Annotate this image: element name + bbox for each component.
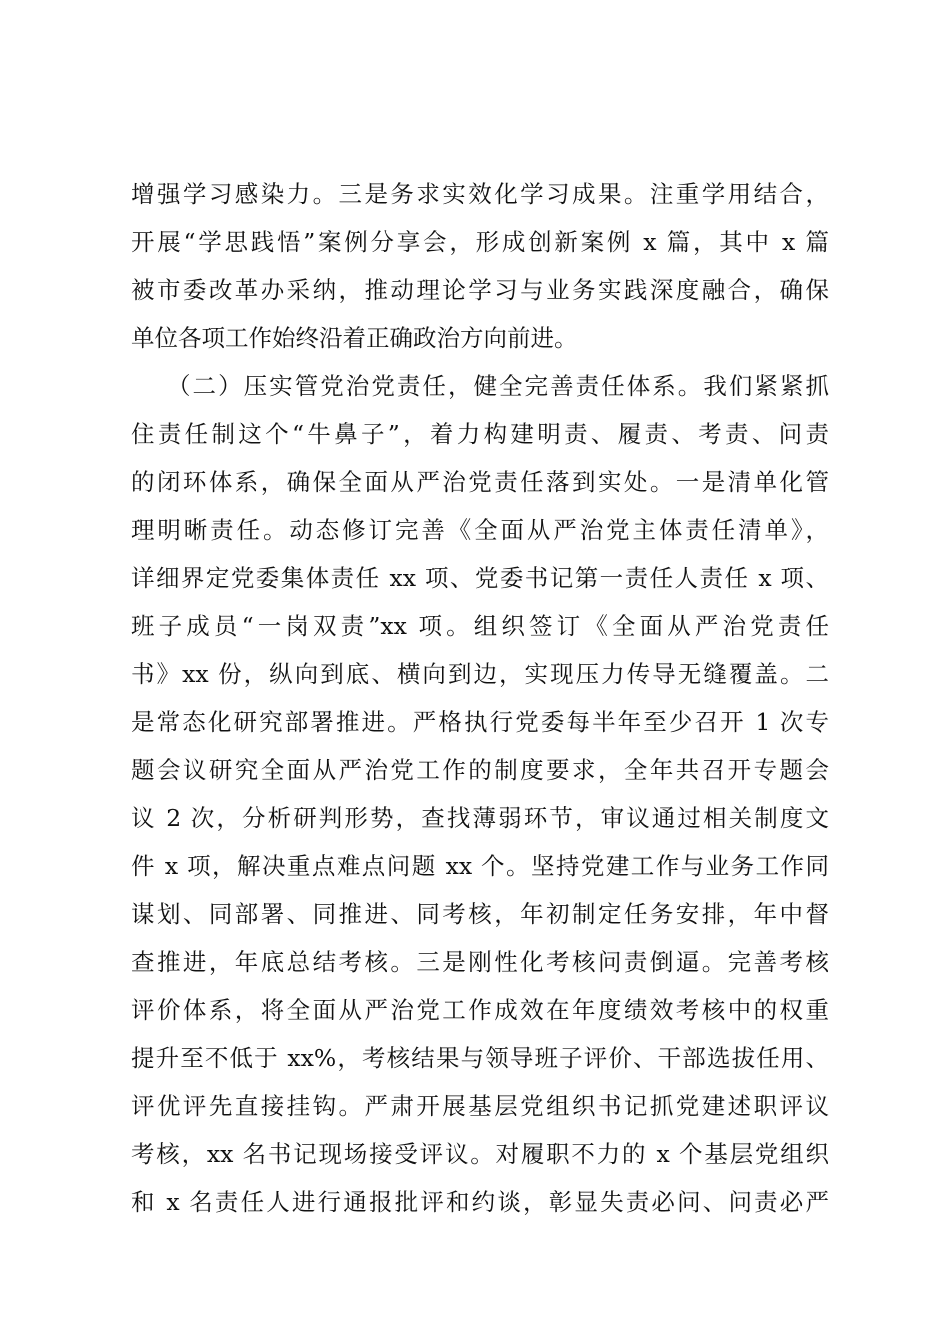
text-line: 被市委改革办采纳，推动理论学习与业务实践深度融合，确保 <box>131 276 829 304</box>
text-line: 详细界定党委集体责任 xx 项、党委书记第一责任人责任 x 项、 <box>131 564 829 592</box>
text-line: 增强学习感染力。三是务求实效化学习成果。注重学用结合， <box>131 180 829 208</box>
text-line: 和 x 名责任人进行通报批评和约谈，彰显失责必问、问责必严 <box>131 1188 829 1216</box>
text-line: 谋划、同部署、同推进、同考核，年初制定任务安排，年中督 <box>131 900 829 928</box>
text-line: 理明晰责任。动态修订完善《全面从严治党主体责任清单》， <box>131 516 829 544</box>
text-line: 评价体系，将全面从严治党工作成效在年度绩效考核中的权重 <box>131 996 829 1024</box>
text-line: 是常态化研究部署推进。严格执行党委每半年至少召开 1 次专 <box>131 708 829 736</box>
text-line: 住责任制这个“牛鼻子”，着力构建明责、履责、考责、问责 <box>131 420 829 448</box>
text-line: 单位各项工作始终沿着正确政治方向前进。 <box>131 324 578 352</box>
text-line: 题会议研究全面从严治党工作的制度要求，全年共召开专题会 <box>131 756 829 784</box>
text-line: 的闭环体系，确保全面从严治党责任落到实处。一是清单化管 <box>131 468 829 496</box>
text-line: 查推进，年底总结考核。三是刚性化考核问责倒逼。完善考核 <box>131 948 829 976</box>
text-line: 考核，xx 名书记现场接受评议。对履职不力的 x 个基层党组织 <box>131 1140 829 1168</box>
text-line: 班子成员“一岗双责”xx 项。组织签订《全面从严治党责任 <box>131 612 829 640</box>
text-line: 提升至不低于 xx%，考核结果与领导班子评价、干部选拔任用、 <box>131 1044 829 1072</box>
text-line: 议 2 次，分析研判形势，查找薄弱环节，审议通过相关制度文 <box>131 804 829 832</box>
text-line: 评优评先直接挂钩。严肃开展基层党组织书记抓党建述职评议 <box>131 1092 829 1120</box>
text-line: 件 x 项，解决重点难点问题 xx 个。坚持党建工作与业务工作同 <box>131 852 829 880</box>
text-line: 书》xx 份，纵向到底、横向到边，实现压力传导无缝覆盖。二 <box>131 660 829 688</box>
document-body <box>131 170 829 1226</box>
text-line: （二）压实管党治党责任，健全完善责任体系。我们紧紧抓 <box>167 372 829 400</box>
text-line: 开展“学思践悟”案例分享会，形成创新案例 x 篇，其中 x 篇 <box>131 228 829 256</box>
